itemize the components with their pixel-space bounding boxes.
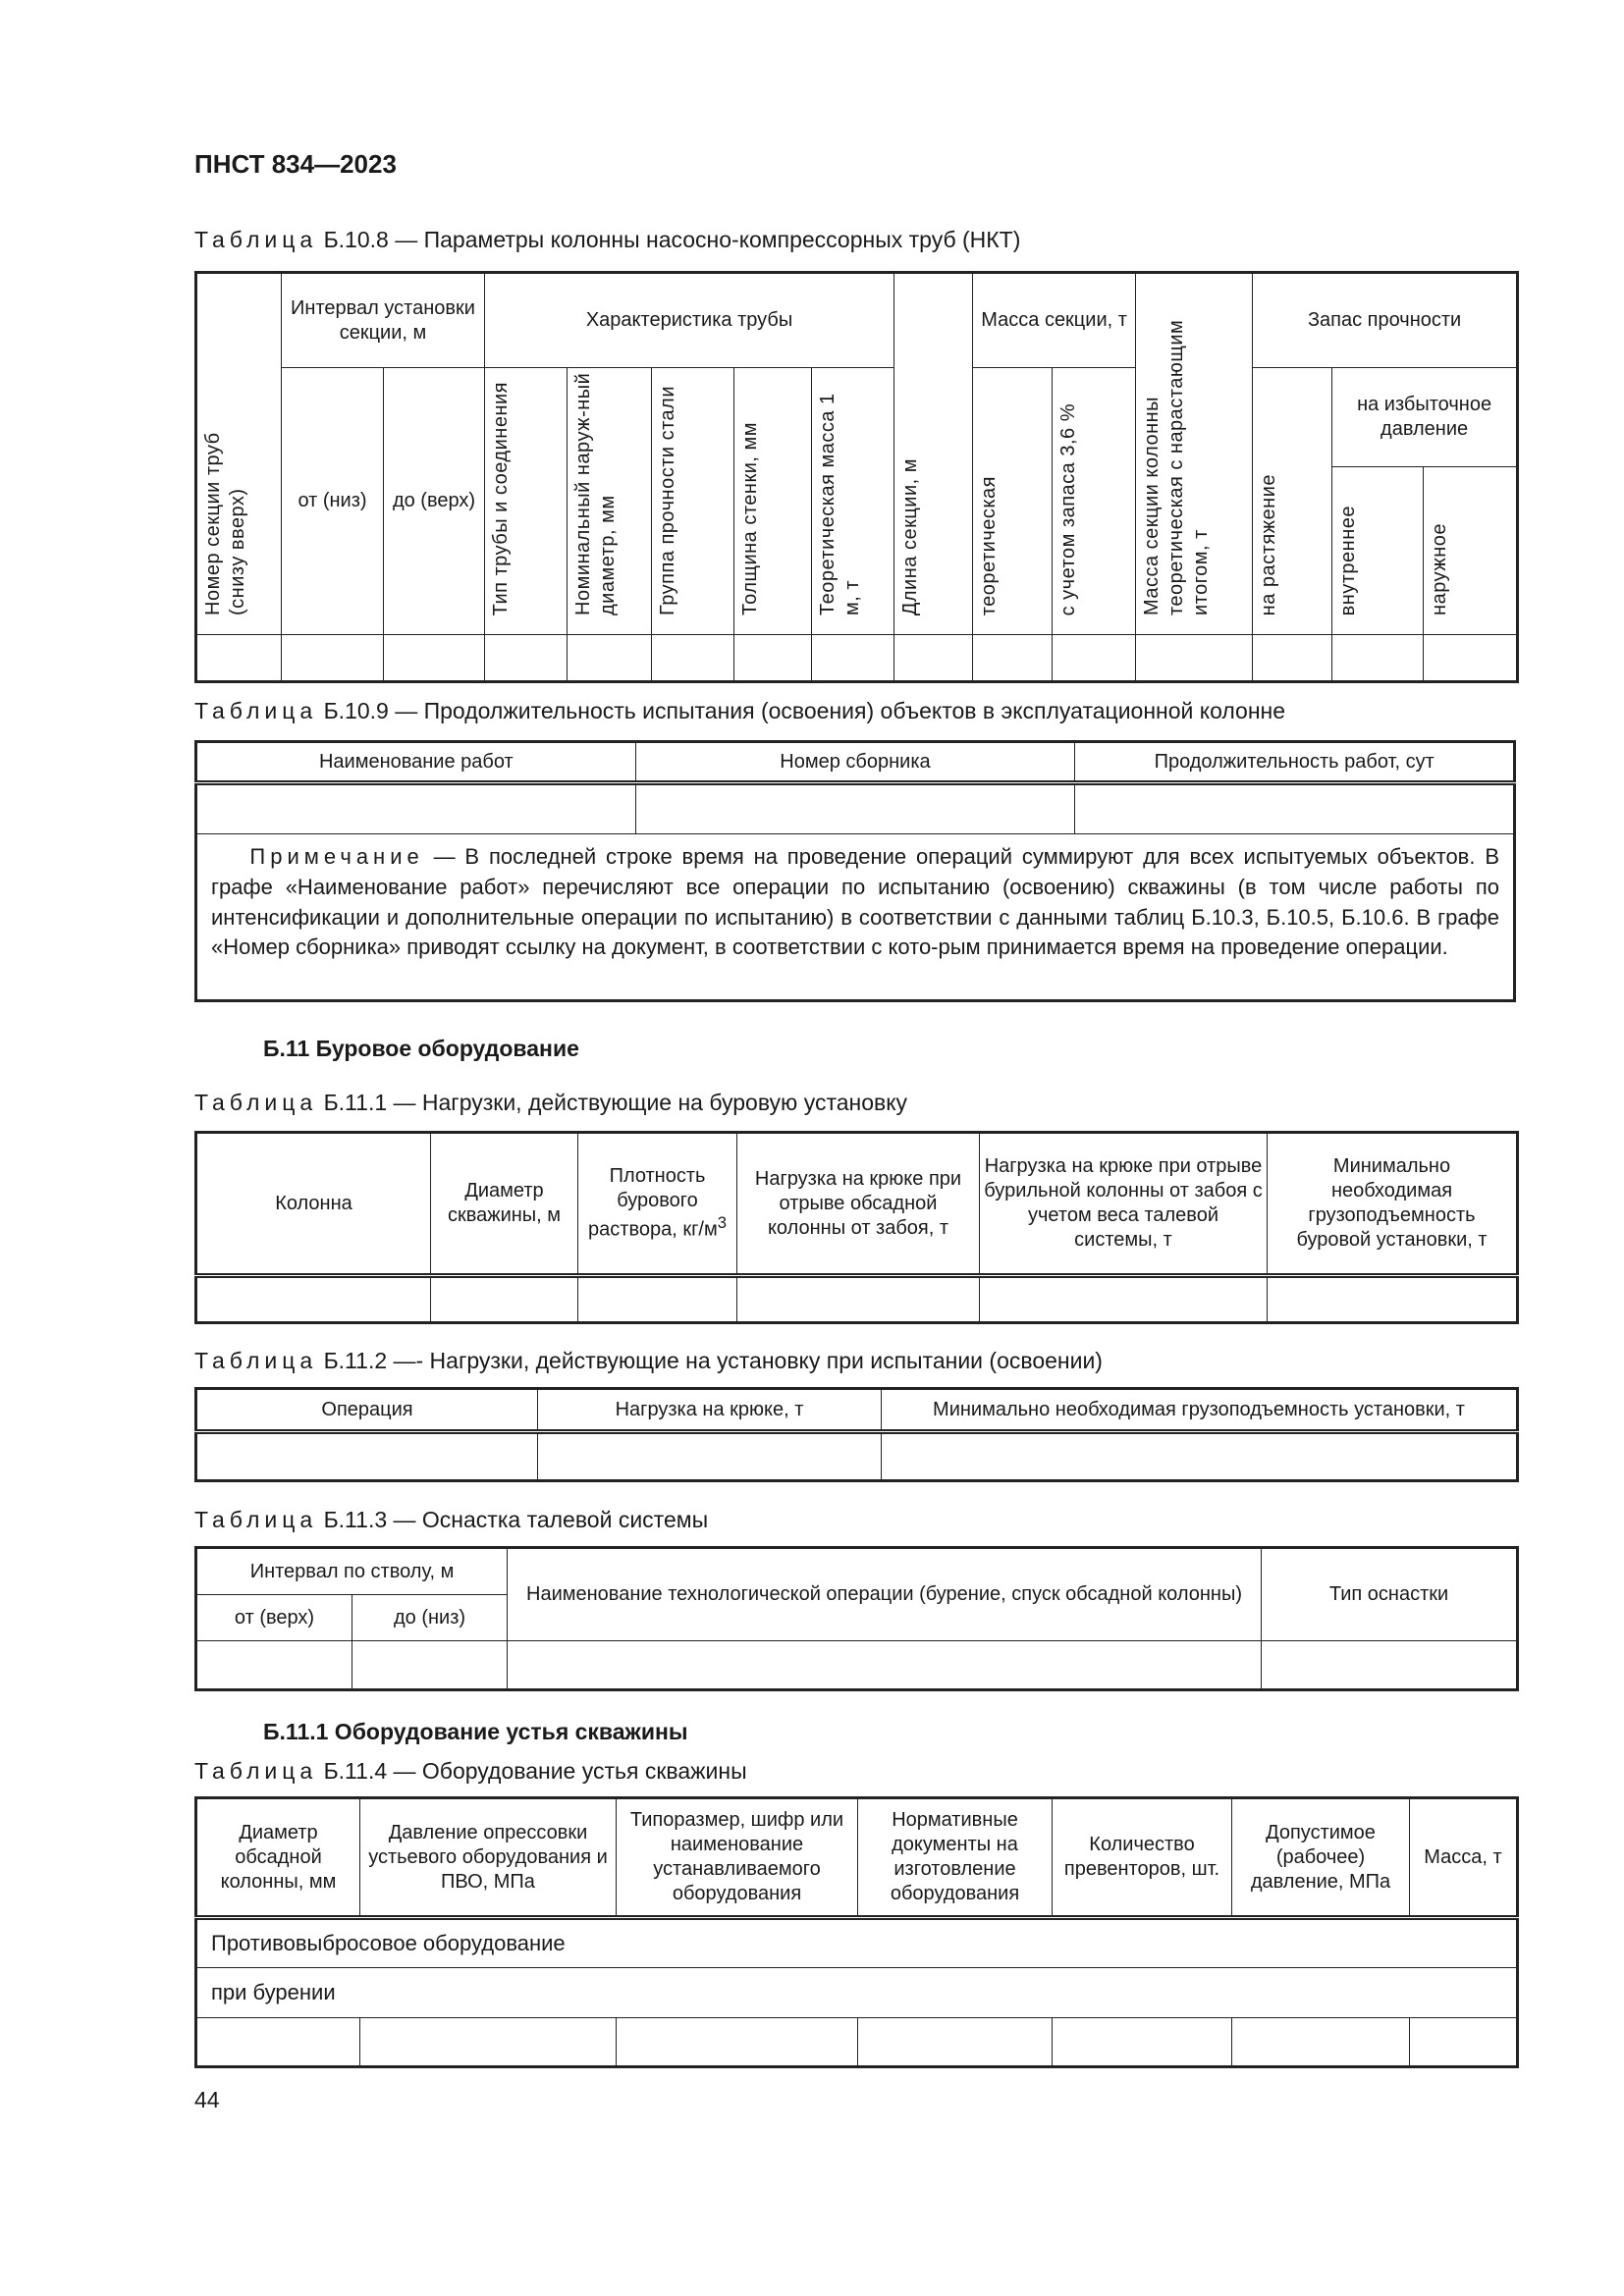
- table-caption-b11-3: [194, 1507, 708, 1533]
- header-cell: Плотность бурового раствора, $кг/м^3$: [578, 1133, 737, 1276]
- caption-text: Б.11.3 — Оснастка талевой системы: [317, 1507, 709, 1532]
- table-caption-b10-9: [194, 698, 1285, 724]
- header-cell: с учетом запаса 3,6 %: [1053, 368, 1136, 635]
- header-cell: Нагрузка на крюке при отрыве бурильной колонны от забоя с учетом веса талевой системы, т: [980, 1133, 1268, 1276]
- table-b10-8: [194, 271, 1519, 683]
- table-b11-2: [194, 1387, 1519, 1482]
- caption-text: Б.10.9 — Продолжительность испытания (освоения) объектов в эксплуатационной колонне: [317, 698, 1286, 723]
- group-row-drilling: при бурении: [196, 1968, 1518, 2018]
- document-code: ПНСТ 834—2023: [194, 149, 397, 179]
- header-cell: Масса, т: [1410, 1798, 1518, 1918]
- caption-prefix: Таблица: [194, 1348, 318, 1373]
- header-cell: Наименование работ: [196, 742, 636, 783]
- header-cell: Продолжительность работ, сут: [1075, 742, 1515, 783]
- header-cell: Нормативные документы на изготовление оборудования: [858, 1798, 1053, 1918]
- header-cell: Минимально необходимая грузоподъемность буровой установки, т: [1268, 1133, 1518, 1276]
- header-cell: от (низ): [282, 368, 384, 635]
- header-cell: внутреннее: [1332, 467, 1424, 635]
- page-number: 44: [194, 2087, 220, 2112]
- header-cell: Интервал по стволу, м: [196, 1548, 508, 1595]
- table-b11-4: [194, 1796, 1519, 2068]
- table-caption-b11-1: [194, 1090, 907, 1116]
- caption-text: Б.11.4 — Оборудование устья скважины: [317, 1758, 747, 1784]
- header-cell: Номер сборника: [635, 742, 1075, 783]
- table-note: Примечание — В последней строке время на проведение операций суммируют для всех испытуемых объектов. В графе «Наименование работ» перечисляют все операции по испытанию (освоению) скважины (в том числе работы по интенсификации и дополнительные операции по испытанию) в соответствии с данными таблиц Б.10.3, Б.10.5, Б.10.6. В графе «Номер сборника» приводят ссылку на документ, в соответствии с кото-рым принимается время на проведение операции.: [196, 834, 1515, 1001]
- header-cell: Теоретическая масса 1 м, т: [812, 368, 894, 635]
- table-row: [196, 1641, 1518, 1690]
- header-cell: Количество превенторов, шт.: [1053, 1798, 1232, 1918]
- header-cell: наружное: [1424, 467, 1518, 635]
- header-cell: Запас прочности: [1253, 273, 1518, 368]
- group-row-bop: Противовыбросовое оборудование: [196, 1918, 1518, 1968]
- header-cell: Нагрузка на крюке, т: [538, 1389, 882, 1432]
- caption-prefix: Таблица: [194, 227, 318, 252]
- header-cell: Минимально необходимая грузоподъемность установки, т: [882, 1389, 1518, 1432]
- caption-prefix: Таблица: [194, 698, 318, 723]
- section-heading-b11-1: Б.11.1 Оборудование устья скважины: [263, 1719, 688, 1744]
- header-cell: Длина секции, м: [894, 273, 973, 635]
- header-cell: Тип оснастки: [1262, 1548, 1518, 1641]
- caption-text: Б.11.1 — Нагрузки, действующие на буровую установку: [317, 1090, 908, 1115]
- table-row: [196, 1276, 1518, 1323]
- caption-text: Б.10.8 — Параметры колонны насосно-компрессорных труб (НКТ): [317, 227, 1021, 252]
- header-cell: Интервал установки секции, м: [282, 273, 485, 368]
- header-cell: до (низ): [352, 1595, 508, 1641]
- table-b11-1: [194, 1131, 1519, 1324]
- header-cell: Толщина стенки, мм: [734, 368, 812, 635]
- table-row: [196, 2018, 1518, 2067]
- header-cell: на растяжение: [1253, 368, 1332, 635]
- table-b11-3: [194, 1546, 1519, 1691]
- header-cell: Характеристика трубы: [485, 273, 894, 368]
- header-cell: Нагрузка на крюке при отрыве обсадной колонны от забоя, т: [737, 1133, 980, 1276]
- header-cell: теоретическая: [973, 368, 1053, 635]
- header-cell: от (верх): [196, 1595, 352, 1641]
- header-cell: Типоразмер, шифр или наименование устанавливаемого оборудования: [617, 1798, 858, 1918]
- header-cell: Диаметр обсадной колонны, мм: [196, 1798, 360, 1918]
- header-cell: Номер секции труб (снизу вверх): [196, 273, 282, 635]
- header-cell: Допустимое (рабочее) давление, МПа: [1232, 1798, 1410, 1918]
- header-cell: на избыточное давление: [1332, 368, 1518, 467]
- header-cell: Операция: [196, 1389, 538, 1432]
- section-heading-b11: Б.11 Буровое оборудование: [263, 1036, 579, 1061]
- table-row: [196, 1432, 1518, 1481]
- header-cell: Диаметр скважины, м: [431, 1133, 578, 1276]
- caption-text: Б.11.2 —- Нагрузки, действующие на установку при испытании (освоении): [317, 1348, 1103, 1373]
- table-caption-b10-8: [194, 227, 1020, 253]
- header-cell: Наименование технологической операции (бурение, спуск обсадной колонны): [508, 1548, 1262, 1641]
- header-cell: Номинальный наруж-ный диаметр, мм: [568, 368, 652, 635]
- caption-prefix: Таблица: [194, 1758, 318, 1784]
- header-cell: Группа прочности стали: [652, 368, 734, 635]
- header-cell: Масса секции колонны теоретическая с нарастающим итогом, т: [1136, 273, 1253, 635]
- table-caption-b11-4: [194, 1758, 747, 1785]
- header-cell: Давление опрессовки устьевого оборудования и ПВО, МПа: [360, 1798, 617, 1918]
- header-cell: Колонна: [196, 1133, 431, 1276]
- header-cell: Тип трубы и соединения: [485, 368, 568, 635]
- header-cell: до (верх): [384, 368, 485, 635]
- table-row: [196, 783, 1515, 834]
- header-cell: Масса секции, т: [973, 273, 1136, 368]
- table-b10-9: [194, 740, 1516, 1002]
- caption-prefix: Таблица: [194, 1507, 318, 1532]
- table-caption-b11-2: [194, 1348, 1103, 1374]
- caption-prefix: Таблица: [194, 1090, 318, 1115]
- table-row: [196, 635, 1518, 682]
